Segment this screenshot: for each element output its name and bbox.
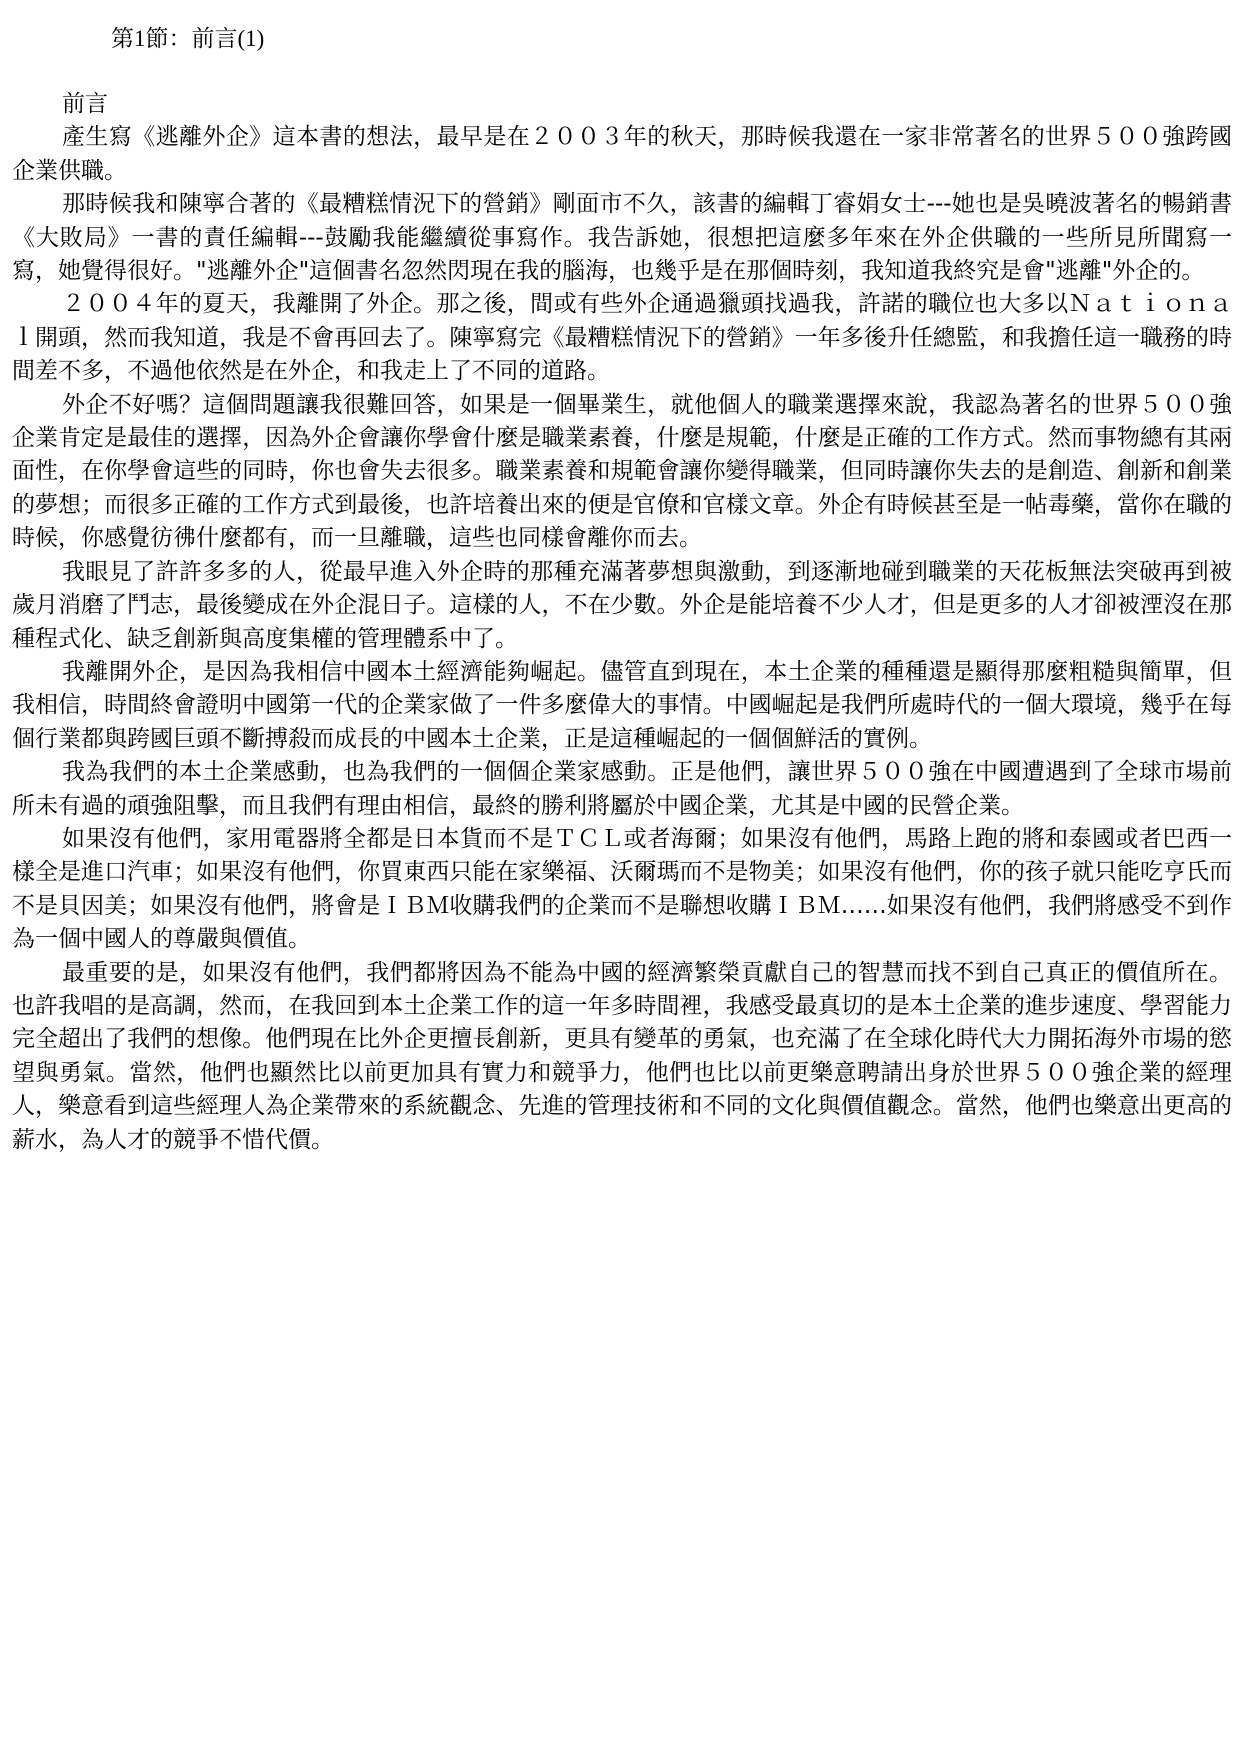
paragraph: 我離開外企，是因為我相信中國本土經濟能夠崛起。儘管直到現在，本土企業的種種還是顯得那麼粗糙與簡單，但我相信，時間終會證明中國第一代的企業家做了一件多麼偉大的事情。中國崛起是我們所處時代的一個大環境，幾乎在每個行業都與跨國巨頭不斷搏殺而成長的中國本土企業，正是這種崛起的一個個鮮活的實例。 [12, 658, 1232, 752]
paragraph: 我眼見了許許多多的人，從最早進入外企時的那種充滿著夢想與激動，到逐漸地碰到職業的天花板無法突破再到被歲月消磨了鬥志，最後變成在外企混日子。這樣的人，不在少數。外企是能培養不少人才，但是更多的人才卻被湮沒在那種程式化、缺乏創新與高度集權的管理體系中了。 [12, 558, 1232, 652]
paragraph: 外企不好嗎？這個問題讓我很難回答，如果是一個畢業生，就他個人的職業選擇來說，我認為著名的世界５００強企業肯定是最佳的選擇，因為外企會讓你學會什麼是職業素養，什麼是規範，什麼是正確的工作方式。然而事物總有其兩面性，在你學會這些的同時，你也會失去很多。職業素養和規範會讓你變得職業，但同時讓你失去的是創造、創新和創業的夢想；而很多正確的工作方式到最後，也許培養出來的便是官僚和官樣文章。外企有時候甚至是一帖毒藥，當你在職的時候，你感覺彷彿什麼都有，而一旦離職，這些也同樣會離你而去。 [12, 391, 1232, 552]
chapter-title: 第1節：前言(1) [111, 26, 265, 51]
paragraph: 我為我們的本土企業感動，也為我們的一個個企業家感動。正是他們，讓世界５００強在中國遭遇到了全球市場前所未有過的頑強阻擊，而且我們有理由相信，最終的勝利將屬於中國企業，尤其是中國的民營企業。 [12, 759, 1232, 819]
paragraph: 那時候我和陳寧合著的《最糟糕情況下的營銷》剛面市不久，該書的編輯丁睿娟女士---她也是吳曉波著名的暢銷書《大敗局》一書的責任編輯---鼓勵我能繼續從事寫作。我告訴她，很想把這麼多年來在外企供職的一些所見所聞寫一寫，她覺得很好。"逃離外企"這個書名忽然閃現在我的腦海，也幾乎是在那個時刻，我知道我終究是會"逃離"外企的。 [12, 191, 1232, 285]
paragraph: 最重要的是，如果沒有他們，我們都將因為不能為中國的經濟繁榮貢獻自己的智慧而找不到自己真正的價值所在。也許我唱的是高調，然而，在我回到本土企業工作的這一年多時間裡，我感受最真切的是本土企業的進步速度、學習能力完全超出了我們的想像。他們現在比外企更擅長創新，更具有變革的勇氣，也充滿了在全球化時代大力開拓海外市場的慾望與勇氣。當然，他們也顯然比以前更加具有實力和競爭力，他們也比以前更樂意聘請出身於世界５００強企業的經理人，樂意看到這些經理人為企業帶來的系統觀念、先進的管理技術和不同的文化與價值觀念。當然，他們也樂意出更高的薪水，為人才的競爭不惜代價。 [12, 959, 1232, 1153]
section-heading: 前言 [62, 91, 108, 117]
paragraph: ２００４年的夏天，我離開了外企。那之後，間或有些外企通過獵頭找過我，許諾的職位也大多以Ｎａｔｉｏｎａｌ開頭，然而我知道，我是不會再回去了。陳寧寫完《最糟糕情況下的營銷》一年多後升任總監，和我擔任這一職務的時間差不多，不過他依然是在外企，和我走上了不同的道路。 [12, 291, 1232, 385]
paragraph: 如果沒有他們，家用電器將全都是日本貨而不是ＴＣＬ或者海爾；如果沒有他們，馬路上跑的將和泰國或者巴西一樣全是進口汽車；如果沒有他們，你買東西只能在家樂福、沃爾瑪而不是物美；如果沒有他們，你的孩子就只能吃亨氏而不是貝因美；如果沒有他們，將會是ＩＢＭ收購我們的企業而不是聯想收購ＩＢＭ……如果沒有他們，我們將感受不到作為一個中國人的尊嚴與價值。 [12, 825, 1232, 953]
paragraph: 產生寫《逃離外企》這本書的想法，最早是在２００３年的秋天，那時候我還在一家非常著名的世界５００強跨國企業供職。 [12, 124, 1232, 184]
body-text [12, 88, 1232, 1157]
